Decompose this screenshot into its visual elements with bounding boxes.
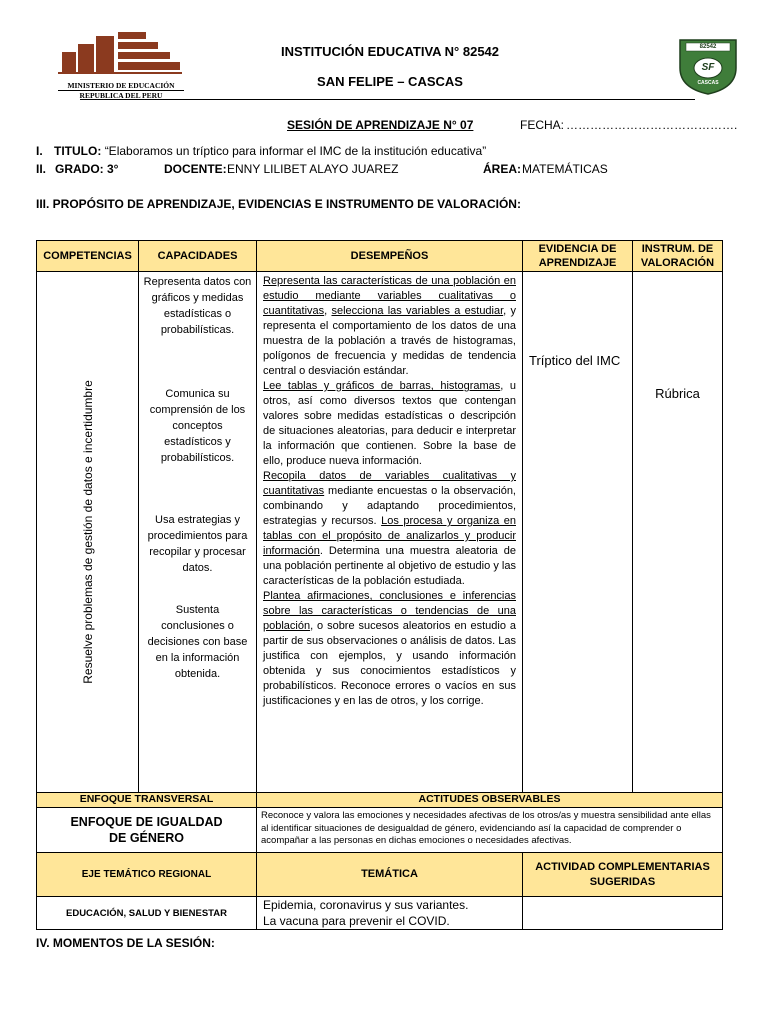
capacidad-3: Usa estrategias y procedimientos para recopilar y procesar datos. [147,514,248,574]
tematica-header: TEMÁTICA [257,853,523,897]
learning-purpose-table [36,240,723,930]
school-badge [676,34,740,96]
institution-location: SAN FELIPE – CASCAS [317,74,463,89]
header-competencias: COMPETENCIAS [37,241,139,272]
header-divider [80,99,695,100]
desempeno-1-sep: , [324,305,332,317]
session-date-label: FECHA: [520,118,565,132]
desempeno-3 [263,469,516,589]
header-instrumento: INSTRUM. DE VALORACIÓN [633,241,723,272]
grado-line [36,162,736,178]
instrumento-text: Rúbrica [655,386,700,401]
desempeno-2-underlined: Lee tablas y gráficos de barras, histogramas [263,380,501,392]
actitudes-cell [257,808,723,853]
eje-cell [37,897,257,930]
ministry-logo [58,30,184,100]
desempeno-1-underlined: Representa las características de una población en estudio mediante variables cualitativas o cuantitativas [263,275,516,317]
section4-title: IV. MOMENTOS DE LA SESIÓN: [36,936,215,950]
titulo-label: TITULO: [54,144,102,158]
actitudes-text: Reconoce y valora las emociones y necesidades afectivas de los otros/as y muestra sensibilidad ante ellas al identificar situaciones de desigualdad de género, evidenciando así la capacidad de comprender o acompañar a las personas en dichas emociones o necesidades afectivas. [261,810,711,846]
session-date-value: ……………………………………. [566,118,738,132]
ministry-logo-bricks-icon [58,30,184,76]
eje-text: EDUCACIÓN, SALUD Y BIENESTAR [66,907,227,919]
session-title: SESIÓN DE APRENDIZAJE N° 07 [287,118,474,132]
header-desempenos: DESEMPEÑOS [257,241,523,272]
capacidades-cell [139,272,257,793]
capacidad-4: Sustenta conclusiones o decisiones con base en la información obtenida. [147,604,248,680]
section3-title: III. PROPÓSITO DE APRENDIZAJE, EVIDENCIAS E INSTRUMENTO DE VALORACIÓN: [36,197,521,211]
desempeno-2-text: , u otros, así como diversos textos que contengan valores sobre medidas estadísticas o descripción de situaciones aleatorias, para deducir e interpretar la información que contienen. Sobre la base de ello, produce nueva información. [263,380,517,467]
grado-number: II. [36,162,47,176]
competencia-cell [37,272,139,793]
instrumento-cell [633,272,723,793]
institution-name: INSTITUCIÓN EDUCATIVA N° 82542 [280,44,500,59]
desempeno-3-text-2: . Determina una muestra aleatoria de una población pertinente al objetivo de estudio y las características de la población estudiada. [263,545,516,587]
header-capacidades: CAPACIDADES [139,241,257,272]
competencia-text: Resuelve problemas de gestión de datos e incertidumbre [80,380,95,684]
enfoque-header: ENFOQUE TRANSVERSAL [37,793,257,808]
desempeno-1-underlined-2: selecciona las variables a estudiar [331,305,504,317]
docente-label: DOCENTE: [164,162,227,176]
grado-label: GRADO: 3° [55,162,119,176]
desempeno-3-underlined-2: Los procesa y organiza en tablas con el propósito de analizarlos y producir información [263,515,516,557]
desempeno-3-underlined: Recopila datos de variables cualitativas y cuantitativas [263,470,516,497]
enfoque-cell [37,808,257,853]
tematica-cell [257,897,523,930]
badge-initials: SF [701,62,715,73]
desempeno-4-underlined: Plantea afirmaciones, conclusiones e inferencias sobre las características o tendencias de una población [263,590,516,632]
desempeno-4 [263,589,516,709]
actitudes-header: ACTITUDES OBSERVABLES [257,793,723,808]
evidencia-text: Tríptico del IMC [529,353,621,368]
titulo-value: “Elaboramos un tríptico para informar el IMC de la institución educativa” [104,144,487,158]
ministry-name: MINISTERIO DE EDUCACIÓN [58,81,184,91]
capacidad-2: Comunica su comprensión de los conceptos estadísticos y probabilísticos. [149,388,246,464]
desempeno-4-text: , o sobre sucesos aleatorios en estudio a partir de sus observaciones o análisis de datos. Las justifica con ejemplos, y usando información obtenida y sus conocimientos estadísticos y probabilísticos. Reconoce errores o vacíos en sus justificaciones y en las de otros, y los corrige. [263,620,516,707]
desempenos-cell [257,272,523,793]
tematica-line-2: La vacuna para prevenir el COVID. [263,914,450,928]
desempeno-2 [263,379,516,469]
area-label: ÁREA: [483,162,521,176]
actividad-cell [523,897,723,930]
desempeno-1 [263,274,516,379]
ministry-country: REPUBLICA DEL PERU [79,91,163,100]
eje-header: EJE TEMÁTICO REGIONAL [37,853,257,897]
desempeno-1-text: , y representa el comportamiento de los datos de una muestra de la población a través de histogramas, polígonos de frecuencia y medidas de tendencia central o desviación estándar. [263,305,516,377]
tematica-line-1: Epidemia, coronavirus y sus variantes. [263,898,469,912]
area-value: MATEMÁTICAS [522,162,608,176]
desempeno-3-text: mediante encuestas o la observación, combinando y adaptando procedimientos, estrategias y recursos. [263,485,516,527]
actividad-header: ACTIVIDAD COMPLEMENTARIAS SUGERIDAS [523,853,723,897]
badge-top-text: 82542 [699,44,717,50]
capacidad-1: Representa datos con gráficos y medidas estadísticas o probabilísticas. [143,276,252,336]
enfoque-text: ENFOQUE DE IGUALDAD DE GÉNERO [70,815,223,845]
header-evidencia: EVIDENCIA DE APRENDIZAJE [523,241,633,272]
titulo-line [36,144,486,158]
docente-value: ENNY LILIBET ALAYO JUAREZ [227,162,399,176]
titulo-number: I. [36,144,43,158]
badge-bottom-text: CASCAS [697,80,719,86]
evidencia-cell [523,272,633,793]
